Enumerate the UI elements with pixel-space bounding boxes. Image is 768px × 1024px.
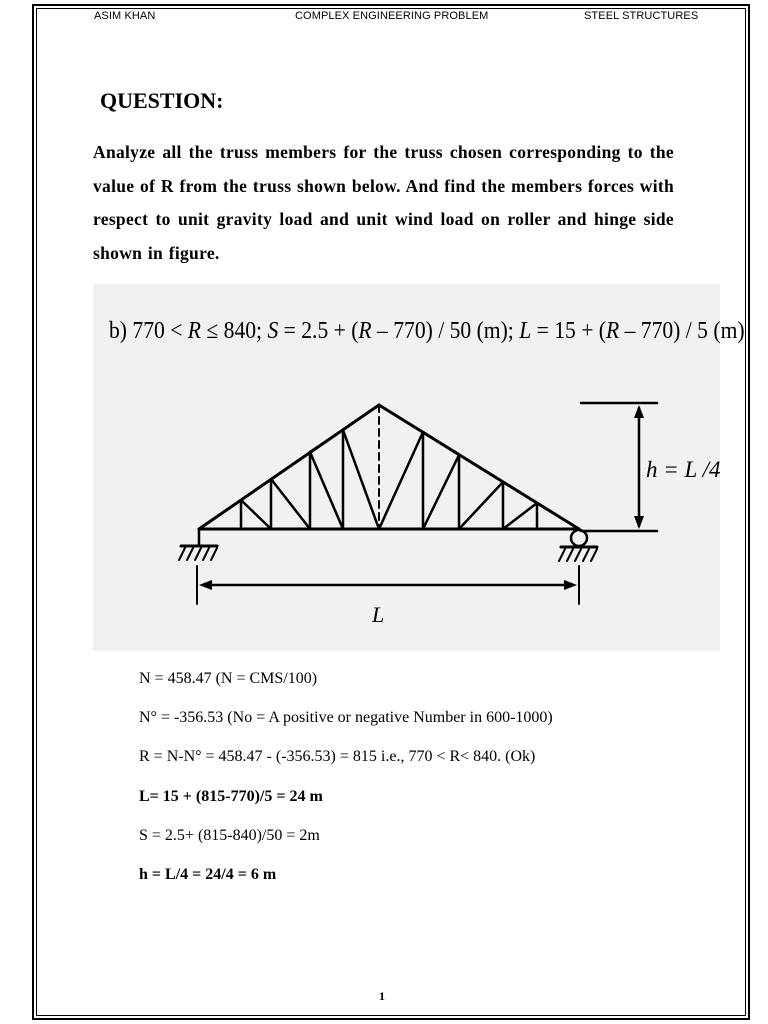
question-text: Analyze all the truss members for the truss chosen corresponding to the value of R from the truss shown below. And find the members forces with respect to unit gravity load and unit wind load on roller and hinge side shown in figure. [93,142,675,264]
calc-r: R = N-N° = 458.47 - (-356.53) = 815 i.e., 770 < R< 840. (Ok) [139,748,536,765]
top-chord-right [379,405,579,529]
height-dimension-label: h = L /4 [646,457,721,482]
figure-condition-formula: b) 770 < R ≤ 840; S = 2.5 + (R – 770) / 50 (m); L = 15 + (R – 770) / 5 (m) [109,318,745,344]
calc-s: S = 2.5+ (815-840)/50 = 2m [139,827,320,844]
header-author: ASIM KHAN [94,10,156,22]
header-subject: STEEL STRUCTURES [584,10,699,22]
span-dimension-label: L [372,602,385,627]
truss-figure [93,284,745,651]
top-chord-left [199,405,379,529]
calc-l: L= 15 + (815-770)/5 = 24 m [139,788,323,805]
calc-h: h = L/4 = 24/4 = 6 m [139,866,277,883]
question-heading: QUESTION: [100,88,224,113]
page-number: 1 [379,989,385,1003]
calc-n0: N° = -356.53 (No = A positive or negative Number in 600-1000) [139,709,553,726]
calc-n: N = 458.47 (N = CMS/100) [139,670,318,687]
header-title: COMPLEX ENGINEERING PROBLEM [295,10,489,22]
roller [571,530,587,546]
